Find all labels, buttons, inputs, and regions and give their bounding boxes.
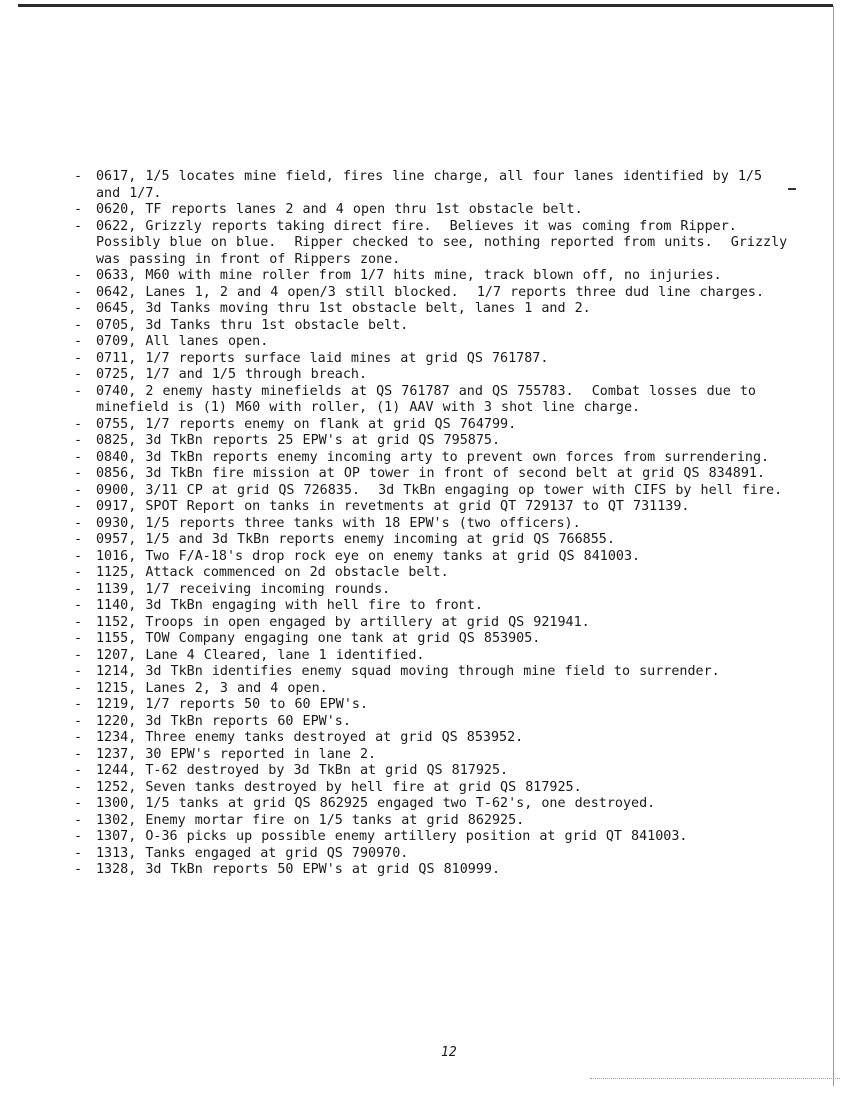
log-entry-text: 1328, 3d TkBn reports 50 EPW's at grid QS 810999. (96, 862, 501, 877)
log-entry (74, 218, 797, 269)
log-entry-text: 1244, T-62 destroyed by 3d TkBn at grid QS 817925. (96, 763, 509, 778)
bullet-dash: - (74, 334, 83, 349)
log-entry (74, 499, 794, 516)
log-entry (74, 318, 794, 335)
log-entry-text: 1307, O-36 picks up possible enemy artillery position at grid QT 841003. (96, 829, 688, 844)
log-entry-text: 1139, 1/7 receiving incoming rounds. (96, 581, 391, 597)
log-entry (74, 747, 794, 764)
log-entry (74, 516, 794, 533)
page-number: 12 (441, 1045, 457, 1060)
log-entry-text: 0930, 1/5 reports three tanks with 18 EPW's (two officers). (96, 515, 581, 531)
log-entry (74, 780, 794, 797)
log-entry (74, 681, 794, 698)
bullet-dash: - (74, 218, 83, 234)
log-entry-text: 1252, Seven tanks destroyed by hell fire at grid QS 817925. (96, 779, 582, 795)
bullet-dash: - (74, 631, 83, 646)
log-entry-text: 0620, TF reports lanes 2 and 4 open thru 1st obstacle belt. (96, 202, 583, 217)
log-entry (74, 697, 794, 714)
bullet-dash: - (74, 829, 83, 844)
log-entry-text: 1125, Attack commenced on 2d obstacle belt. (96, 565, 449, 580)
bullet-dash: - (74, 383, 83, 399)
chronology-log (74, 169, 797, 879)
log-entry-text: 1234, Three enemy tanks destroyed at grid QS 853952. (96, 730, 524, 745)
log-entry-text: 0617, 1/5 locates mine field, fires line charge, all four lanes identified by 1/5 and 1/7. (96, 169, 772, 201)
log-entry-text: 0622, Grizzly reports taking direct fire. Believes it was coming from Ripper. Possibly blue on blue. Ripper checked to see, nothing reported from units. Grizzly was passing in front of Rippers zone. (96, 218, 797, 267)
bullet-dash: - (74, 284, 83, 300)
log-entry-text: 1016, Two F/A-18's drop rock eye on enemy tanks at grid QS 841003. (96, 548, 641, 564)
log-entry-text: 0900, 3/11 CP at grid QS 726835. 3d TkBn engaging op tower with CIFS by hell fire. (96, 482, 783, 498)
log-entry (74, 351, 794, 368)
log-entry (74, 846, 794, 863)
log-entry (74, 334, 794, 351)
log-entry-text: 0840, 3d TkBn reports enemy incoming arty to prevent own forces from surrendering. (96, 449, 770, 465)
log-entry-text: 1214, 3d TkBn identifies enemy squad moving through mine field to surrender. (96, 664, 720, 679)
log-entry (74, 285, 794, 302)
log-entry (74, 763, 794, 780)
log-entry-text: 1302, Enemy mortar fire on 1/5 tanks at grid 862925. (96, 812, 525, 828)
log-entry-text: 0645, 3d Tanks moving thru 1st obstacle belt, lanes 1 and 2. (96, 301, 591, 316)
bullet-dash: - (74, 433, 83, 448)
log-entry-text: 0725, 1/7 and 1/5 through breach. (96, 367, 368, 382)
bullet-dash: - (74, 268, 83, 283)
bullet-dash: - (74, 598, 83, 613)
log-entry-text: 0917, SPOT Report on tanks in revetments at grid QT 729137 to QT 731139. (96, 499, 690, 514)
log-entry-text: 1215, Lanes 2, 3 and 4 open. (96, 680, 328, 696)
bullet-dash: - (74, 532, 83, 547)
log-entry-text: 1313, Tanks engaged at grid QS 790970. (96, 845, 409, 861)
bullet-dash: - (74, 202, 83, 217)
log-entry (74, 169, 794, 202)
bullet-dash: - (74, 169, 83, 184)
log-entry (74, 813, 794, 830)
log-entry-text: 1207, Lane 4 Cleared, lane 1 identified. (96, 647, 425, 663)
log-entry-text: 0740, 2 enemy hasty minefields at QS 761787 and QS 755783. Combat losses due to minefield is (1) M60 with roller, (1) AAV with 3 shot line charge. (96, 383, 766, 415)
bullet-dash: - (74, 614, 83, 630)
log-entry-text: 1220, 3d TkBn reports 60 EPW's. (96, 713, 351, 729)
log-entry (74, 450, 794, 467)
bullet-dash: - (74, 697, 83, 712)
log-entry-text: 1155, TOW Company engaging one tank at grid QS 853905. (96, 631, 541, 646)
log-entry (74, 565, 794, 582)
log-entry-text: 0825, 3d TkBn reports 25 EPW's at grid QS 795875. (96, 433, 501, 448)
log-entry (74, 862, 794, 879)
log-entry-text: 1219, 1/7 reports 50 to 60 EPW's. (96, 697, 369, 712)
bullet-dash: - (74, 779, 83, 795)
log-entry (74, 483, 794, 500)
log-entry (74, 730, 794, 747)
log-entry (74, 466, 794, 483)
bullet-dash: - (74, 796, 83, 811)
log-entry (74, 829, 794, 846)
bullet-dash: - (74, 317, 83, 333)
log-entry-text: 0856, 3d TkBn fire mission at OP tower in front of second belt at grid QS 834891. (96, 466, 766, 481)
bullet-dash: - (74, 301, 83, 316)
log-entry (74, 648, 794, 665)
log-entry (74, 598, 794, 615)
bullet-dash: - (74, 367, 83, 382)
top-border-rule (18, 4, 833, 7)
bullet-dash: - (74, 812, 83, 828)
log-entry (74, 664, 794, 681)
log-entry (74, 301, 794, 318)
bullet-dash: - (74, 565, 83, 580)
log-entry (74, 615, 794, 632)
log-entry (74, 202, 794, 219)
log-entry (74, 433, 794, 450)
page-edge-line (833, 6, 834, 1086)
log-entry (74, 268, 794, 285)
bullet-dash: - (74, 664, 83, 679)
bullet-dash: - (74, 862, 83, 877)
log-entry (74, 631, 794, 648)
bullet-dash: - (74, 482, 83, 498)
bullet-dash: - (74, 680, 83, 696)
scan-artifact-line (590, 1078, 840, 1080)
bullet-dash: - (74, 581, 83, 597)
log-entry-text: 0705, 3d Tanks thru 1st obstacle belt. (96, 317, 409, 333)
bullet-dash: - (74, 499, 83, 514)
bullet-dash: - (74, 416, 83, 432)
bullet-dash: - (74, 845, 83, 861)
log-entry-text: 0709, All lanes open. (96, 334, 269, 349)
bullet-dash: - (74, 730, 83, 745)
log-entry-text: 0755, 1/7 reports enemy on flank at grid QS 764799. (96, 416, 517, 432)
log-entry (74, 417, 794, 434)
log-entry (74, 367, 794, 384)
log-entry-text: 0633, M60 with mine roller from 1/7 hits mine, track blown off, no injuries. (96, 268, 722, 283)
bullet-dash: - (74, 763, 83, 778)
log-entry (74, 796, 794, 813)
log-entry-text: 1152, Troops in open engaged by artillery at grid QS 921941. (96, 614, 590, 630)
log-entry (74, 582, 794, 599)
bullet-dash: - (74, 350, 83, 366)
log-entry (74, 714, 794, 731)
log-entry (74, 549, 794, 566)
log-entry-text: 0957, 1/5 and 3d TkBn reports enemy incoming at grid QS 766855. (96, 532, 615, 547)
log-entry-text: 1237, 30 EPW's reported in lane 2. (96, 746, 377, 762)
bullet-dash: - (74, 449, 83, 465)
log-entry-text: 1300, 1/5 tanks at grid QS 862925 engaged two T-62's, one destroyed. (96, 796, 656, 811)
log-entry-text: 0711, 1/7 reports surface laid mines at grid QS 761787. (96, 350, 549, 366)
bullet-dash: - (74, 515, 83, 531)
bullet-dash: - (74, 746, 83, 762)
log-entry-text: 0642, Lanes 1, 2 and 4 open/3 still blocked. 1/7 reports three dud line charges. (96, 284, 765, 300)
bullet-dash: - (74, 713, 83, 729)
log-entry-text: 1140, 3d TkBn engaging with hell fire to front. (96, 598, 483, 613)
bullet-dash: - (74, 647, 83, 663)
log-entry (74, 532, 794, 549)
log-entry (74, 384, 794, 417)
bullet-dash: - (74, 548, 83, 564)
bullet-dash: - (74, 466, 83, 481)
